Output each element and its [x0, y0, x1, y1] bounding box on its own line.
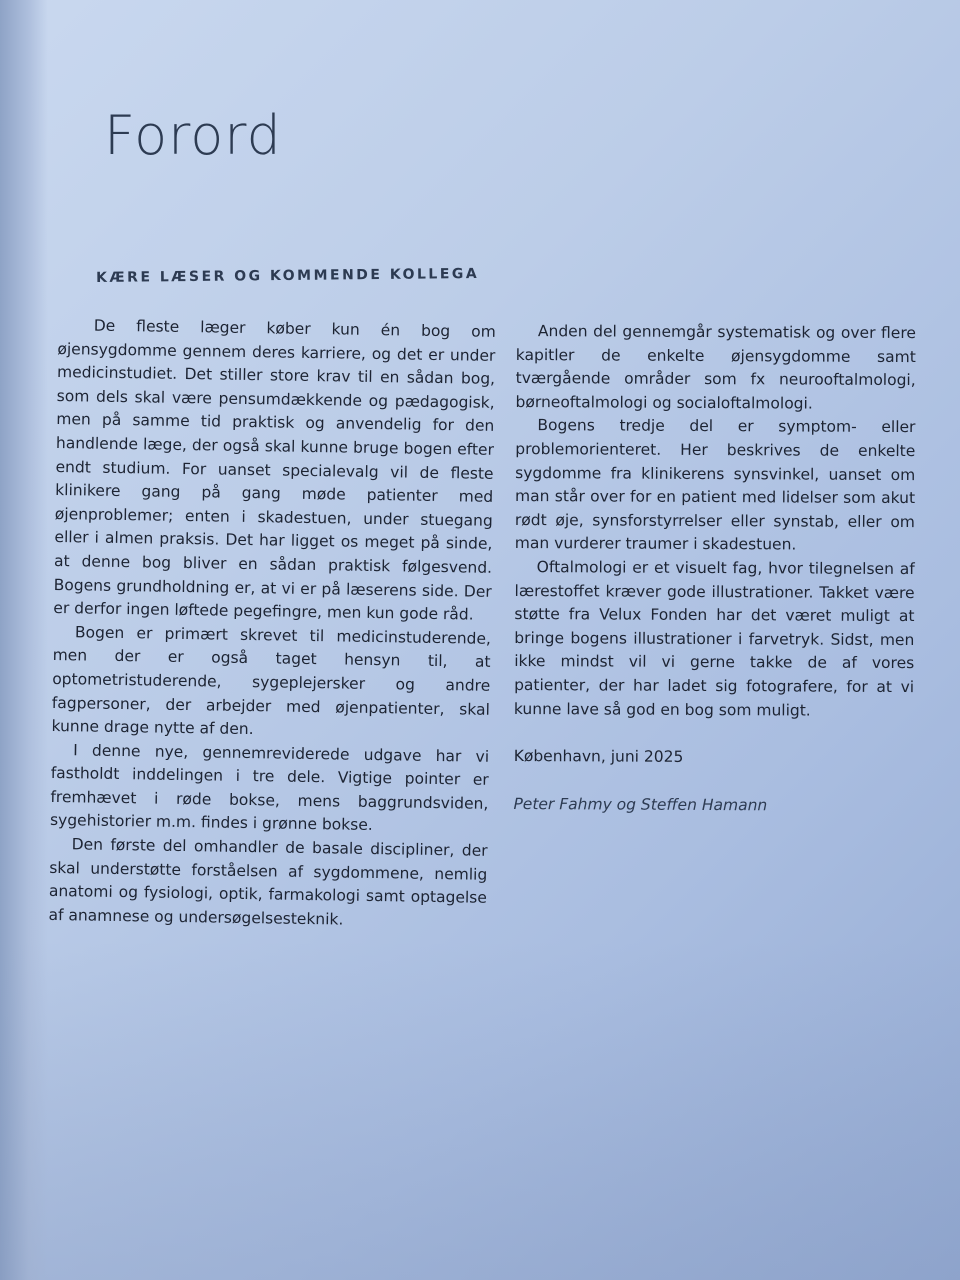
paragraph: Anden del gennemgår systematisk og over flere kapitler de enkelte øjensygdomme samt tværgående områder som fx neurooftalmologi, børneoftalmologi og socialoftalmologi.: [515, 322, 916, 413]
place-date: København, juni 2025: [513, 747, 684, 766]
paragraph: I denne nye, gennemreviderede udgave har vi fastholdt inddelingen i tre dele. Vigtige pointer er fremhævet i røde bokse, mens baggrundsviden, sygehistorier m.m. findes i grønne bokse.: [49, 740, 490, 835]
paragraph: Bogen er primært skrevet til medicinstuderende, men der er også taget hensyn til, at optometristuderende, sygeplejersker og andre fagpersoner, der arbejder med øjenpatienter, skal kunne drage nytte af den.: [51, 623, 492, 739]
paragraph: Oftalmologi er et visuelt fag, hvor tilegnelsen af lærestoffet kræver gode illustrationer. Takket være støtte fra Velux Fonden har det været muligt at bringe bogens illustrationer i farvetryk. Sidst, men ikke mindst vil vi gerne takke de af vores patienter, der har ladet sig fotografere, for at vi kunne lave så god en bog som muligt.: [513, 558, 915, 720]
paragraph: Bogens tredje del er symptom- eller problemorienteret. Her beskrives de enkelte sygdomme fra klinikerens synsvinkel, uanset om man står over for en patient med lidelser som akut rødt øje, synsforstyrrelser eller synstab, eller om man vurderer traumer i skadestuen.: [514, 416, 916, 554]
paragraph: Den første del omhandler de basale discipliner, der skal understøtte forståelsen af sygdommene, nemlig anatomi og fysiologi, optik, farmakologi samt optagelse af anamnese og undersøgelsesteknik.: [48, 835, 488, 929]
authors-signature: Peter Fahmy og Steffen Hamann: [513, 794, 768, 815]
page-shadow: [0, 940, 960, 1280]
section-heading: KÆRE LÆSER OG KOMMENDE KOLLEGA: [96, 265, 480, 286]
right-column: [513, 320, 916, 818]
page-title: Forord: [104, 104, 282, 167]
left-column: [48, 314, 496, 934]
paragraph: De fleste læger køber kun én bog om øjensygdomme gennem deres karriere, og det er under medicinstudiet. Det stiller store krav til en sådan bog, som dels skal være pensumdækkende og pædagogisk, men på samme tid praktisk og anvendelig for den handlende læge, der også skal kunne bruge bogen efter endt studium. For uanset specialevalg vil de fleste klinikere gang på gang møde patienter med øjenproblemer; enten i skadestuen, under stuegang eller i almen praksis. Det har ligget os meget på sinde, at denne bog bliver en sådan praktisk følgesvend. Bogens grundholdning er, at vi er på læserens side. Der er derfor ingen løftede pegefingre, men kun gode råd.: [53, 316, 496, 624]
